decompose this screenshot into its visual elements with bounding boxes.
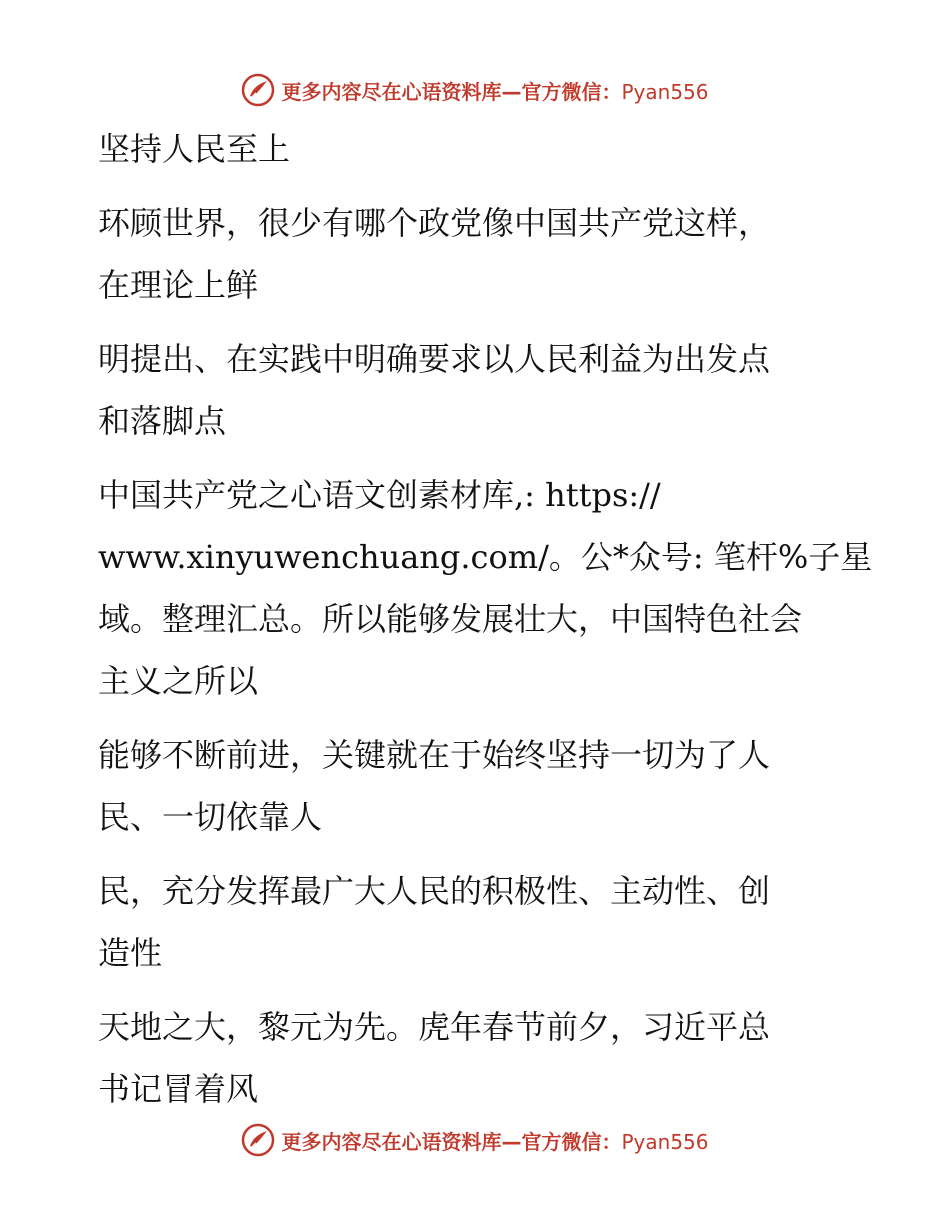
brand-logo-icon bbox=[241, 73, 275, 107]
paragraph-4: 能够不断前进，关键就在于始终坚持一切为了人 民、一切依靠人 bbox=[98, 736, 771, 836]
paragraph-title: 坚持人民至上 bbox=[98, 130, 291, 168]
header-watermark bbox=[0, 70, 950, 110]
watermark-text: 更多内容尽在心语资料库—官方微信：Pyan556 bbox=[281, 1129, 709, 1154]
paragraph-1: 环顾世界，很少有哪个政党像中国共产党这样， 在理论上鲜 bbox=[98, 204, 771, 304]
paragraph-2: 明提出、在实践中明确要求以人民利益为出发点 和落脚点 bbox=[98, 340, 771, 440]
watermark-text: 更多内容尽在心语资料库—官方微信：Pyan556 bbox=[281, 79, 709, 104]
paragraph-3: 中国共产党之心语文创素材库,: https:// www.xinyuwenchuang.com/。公*众号: 笔杆%子星 域。整理汇总。所以能够发展壮大，中国特色社会 主义之所以 bbox=[98, 476, 873, 700]
paragraph-5: 民，充分发挥最广大人民的积极性、主动性、创 造性 bbox=[98, 872, 771, 972]
document-body bbox=[98, 118, 873, 1120]
brand-logo-icon bbox=[241, 1123, 275, 1157]
footer-watermark bbox=[0, 1120, 950, 1160]
paragraph-6: 天地之大，黎元为先。虎年春节前夕，习近平总 书记冒着风 bbox=[98, 1008, 771, 1108]
